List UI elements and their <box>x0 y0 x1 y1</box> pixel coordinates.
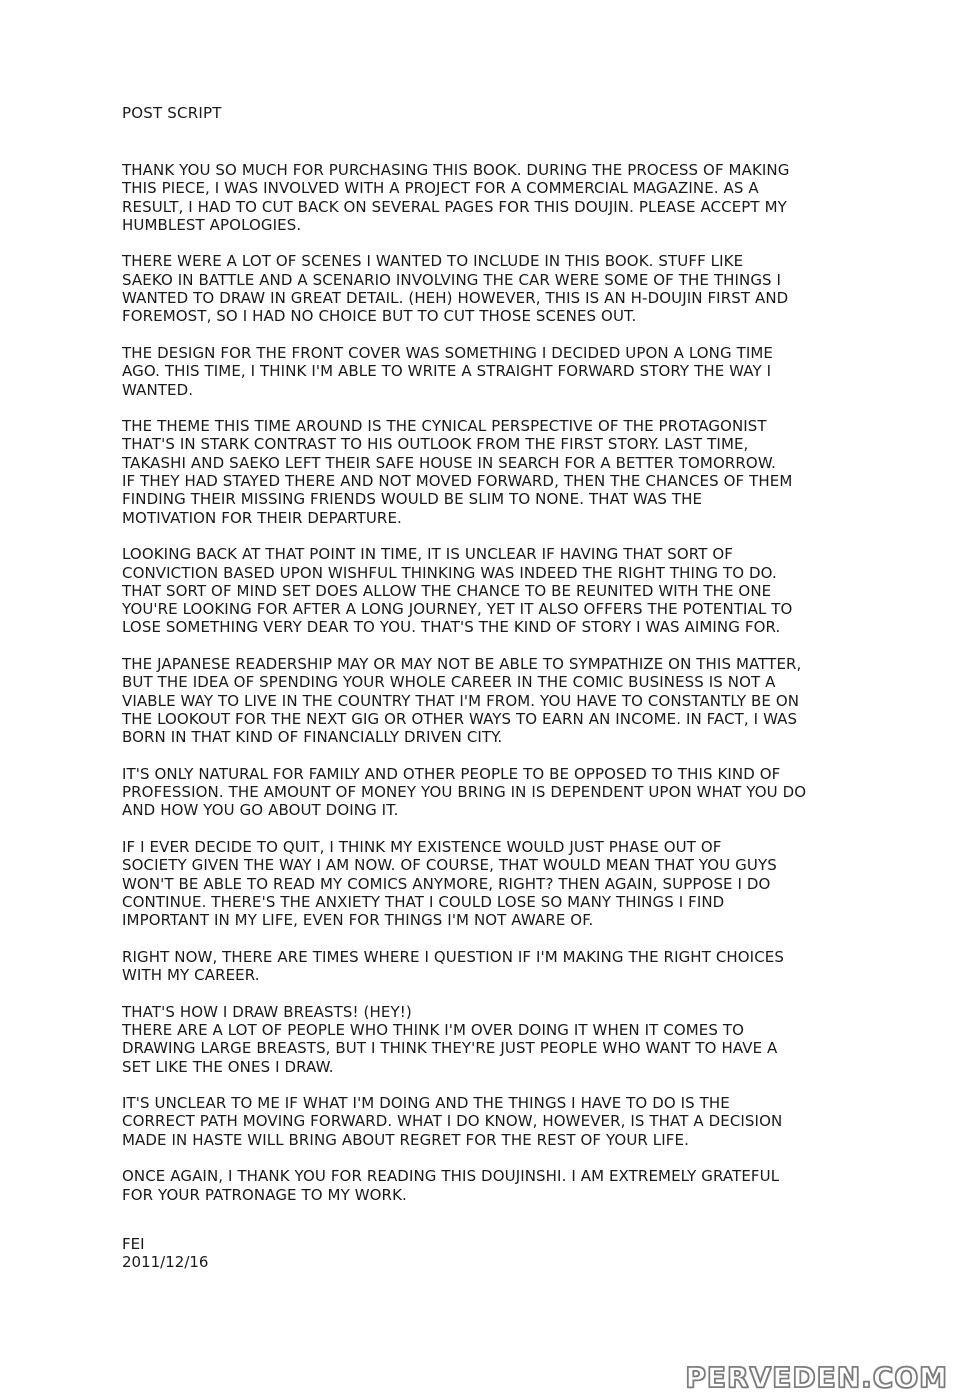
paragraph <box>122 655 842 746</box>
text-line: RIGHT NOW, THERE ARE TIMES WHERE I QUESTION IF I'M MAKING THE RIGHT CHOICES <box>122 947 784 966</box>
text-line: RESULT, I HAD TO CUT BACK ON SEVERAL PAGES FOR THIS DOUJIN. PLEASE ACCEPT MY <box>122 197 787 216</box>
paragraph <box>122 161 842 234</box>
text-line: ONCE AGAIN, I THANK YOU FOR READING THIS DOUJINSHI. I AM EXTREMELY GRATEFUL <box>122 1167 780 1186</box>
page-heading: POST SCRIPT <box>122 104 222 122</box>
body-text <box>122 161 842 1222</box>
paragraph <box>122 417 842 527</box>
text-line: IT'S ONLY NATURAL FOR FAMILY AND OTHER PEOPLE TO BE OPPOSED TO THIS KIND OF <box>122 764 781 783</box>
text-line: THIS PIECE, I WAS INVOLVED WITH A PROJECT FOR A COMMERCIAL MAGAZINE. AS A <box>122 179 759 198</box>
text-line: THE JAPANESE READERSHIP MAY OR MAY NOT BE ABLE TO SYMPATHIZE ON THIS MATTER, <box>122 655 802 674</box>
text-line: CORRECT PATH MOVING FORWARD. WHAT I DO KNOW, HOWEVER, IS THAT A DECISION <box>122 1112 783 1131</box>
text-line: THERE WERE A LOT OF SCENES I WANTED TO INCLUDE IN THIS BOOK. STUFF LIKE <box>122 252 744 271</box>
paragraph <box>122 344 842 399</box>
text-line: WANTED. <box>122 380 194 399</box>
paragraph <box>122 545 842 636</box>
watermark: PERVEDEN.COM <box>685 1361 948 1394</box>
text-line: YOU'RE LOOKING FOR AFTER A LONG JOURNEY, YET IT ALSO OFFERS THE POTENTIAL TO <box>122 600 793 619</box>
text-line: WON'T BE ABLE TO READ MY COMICS ANYMORE, RIGHT? THEN AGAIN, SUPPOSE I DO <box>122 874 771 893</box>
text-line: PROFESSION. THE AMOUNT OF MONEY YOU BRING IN IS DEPENDENT UPON WHAT YOU DO <box>122 783 807 802</box>
text-line: HUMBLEST APOLOGIES. <box>122 215 302 234</box>
signature-date: 2011/12/16 <box>122 1253 209 1272</box>
text-line: THAT'S IN STARK CONTRAST TO HIS OUTLOOK FROM THE FIRST STORY. LAST TIME, <box>122 435 749 454</box>
paragraph <box>122 1167 842 1204</box>
text-line: FOREMOST, SO I HAD NO CHOICE BUT TO CUT THOSE SCENES OUT. <box>122 307 637 326</box>
paragraph <box>122 1003 842 1076</box>
text-line: LOSE SOMETHING VERY DEAR TO YOU. THAT'S THE KIND OF STORY I WAS AIMING FOR. <box>122 618 781 637</box>
text-line: SOCIETY GIVEN THE WAY I AM NOW. OF COURSE, THAT WOULD MEAN THAT YOU GUYS <box>122 856 777 875</box>
text-line: THE DESIGN FOR THE FRONT COVER WAS SOMETHING I DECIDED UPON A LONG TIME <box>122 343 773 362</box>
paragraph <box>122 765 842 820</box>
text-line: CONVICTION BASED UPON WISHFUL THINKING WAS INDEED THE RIGHT THING TO DO. <box>122 563 777 582</box>
text-line: THE LOOKOUT FOR THE NEXT GIG OR OTHER WAYS TO EARN AN INCOME. IN FACT, I WAS <box>122 709 798 728</box>
text-line: IF I EVER DECIDE TO QUIT, I THINK MY EXISTENCE WOULD JUST PHASE OUT OF <box>122 837 722 856</box>
text-line: FOR YOUR PATRONAGE TO MY WORK. <box>122 1185 407 1204</box>
text-line: SET LIKE THE ONES I DRAW. <box>122 1057 334 1076</box>
text-line: THAT'S HOW I DRAW BREASTS! (HEY!) <box>122 1002 412 1021</box>
text-line: LOOKING BACK AT THAT POINT IN TIME, IT IS UNCLEAR IF HAVING THAT SORT OF <box>122 545 733 564</box>
text-line: FINDING THEIR MISSING FRIENDS WOULD BE SLIM TO NONE. THAT WAS THE <box>122 490 703 509</box>
text-line: IMPORTANT IN MY LIFE, EVEN FOR THINGS I'M NOT AWARE OF. <box>122 911 594 930</box>
paragraph <box>122 838 842 929</box>
text-line: WITH MY CAREER. <box>122 966 260 985</box>
text-line: SAEKO IN BATTLE AND A SCENARIO INVOLVING THE CAR WERE SOME OF THE THINGS I <box>122 270 782 289</box>
text-line: THERE ARE A LOT OF PEOPLE WHO THINK I'M OVER DOING IT WHEN IT COMES TO <box>122 1020 745 1039</box>
text-line: DRAWING LARGE BREASTS, BUT I THINK THEY'RE JUST PEOPLE WHO WANT TO HAVE A <box>122 1039 778 1058</box>
text-line: BUT THE IDEA OF SPENDING YOUR WHOLE CAREER IN THE COMIC BUSINESS IS NOT A <box>122 673 776 692</box>
text-line: THE THEME THIS TIME AROUND IS THE CYNICAL PERSPECTIVE OF THE PROTAGONIST <box>122 417 767 436</box>
text-line: CONTINUE. THERE'S THE ANXIETY THAT I COULD LOSE SO MANY THINGS I FIND <box>122 892 725 911</box>
text-line: MADE IN HASTE WILL BRING ABOUT REGRET FOR THE REST OF YOUR LIFE. <box>122 1130 689 1149</box>
signature-block <box>122 1235 208 1272</box>
text-line: AND HOW YOU GO ABOUT DOING IT. <box>122 801 399 820</box>
paragraph <box>122 948 842 985</box>
text-line: VIABLE WAY TO LIVE IN THE COUNTRY THAT I'M FROM. YOU HAVE TO CONSTANTLY BE ON <box>122 691 800 710</box>
text-line: BORN IN THAT KIND OF FINANCIALLY DRIVEN CITY. <box>122 728 503 747</box>
text-line: TAKASHI AND SAEKO LEFT THEIR SAFE HOUSE IN SEARCH FOR A BETTER TOMORROW. <box>122 453 776 472</box>
signature-author: FEI <box>122 1235 145 1253</box>
text-line: WANTED TO DRAW IN GREAT DETAIL. (HEH) HOWEVER, THIS IS AN H-DOUJIN FIRST AND <box>122 289 789 308</box>
text-line: MOTIVATION FOR THEIR DEPARTURE. <box>122 508 402 527</box>
text-line: IF THEY HAD STAYED THERE AND NOT MOVED FORWARD, THEN THE CHANCES OF THEM <box>122 472 793 491</box>
text-line: AGO. THIS TIME, I THINK I'M ABLE TO WRITE A STRAIGHT FORWARD STORY THE WAY I <box>122 362 772 381</box>
paragraph <box>122 1094 842 1149</box>
paragraph <box>122 252 842 325</box>
text-line: IT'S UNCLEAR TO ME IF WHAT I'M DOING AND THE THINGS I HAVE TO DO IS THE <box>122 1094 730 1113</box>
text-line: THANK YOU SO MUCH FOR PURCHASING THIS BOOK. DURING THE PROCESS OF MAKING <box>122 161 790 179</box>
text-line: THAT SORT OF MIND SET DOES ALLOW THE CHANCE TO BE REUNITED WITH THE ONE <box>122 581 772 600</box>
